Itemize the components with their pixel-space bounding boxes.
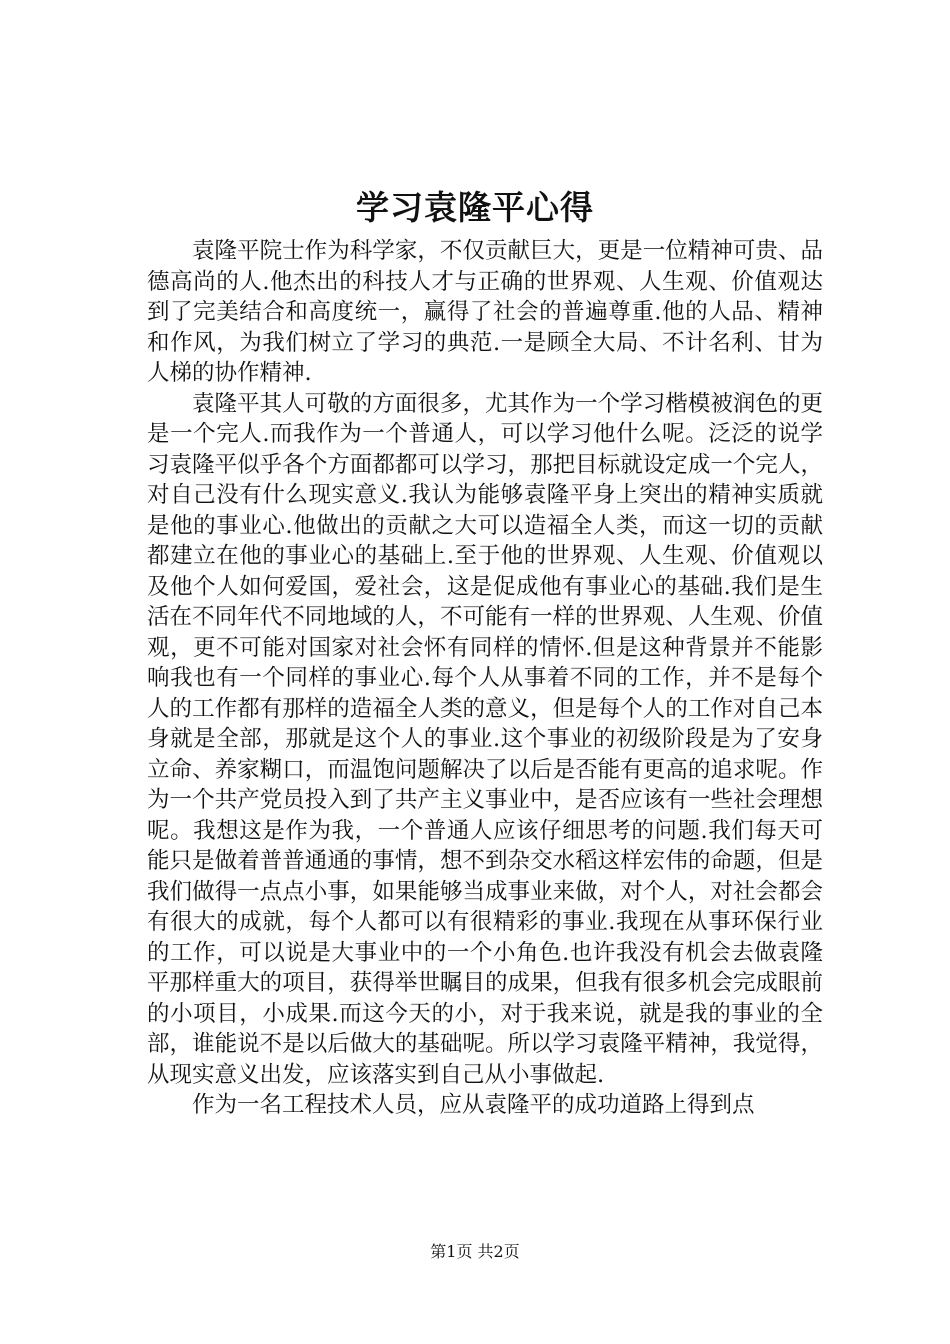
- page-number-footer: 第1页 共2页: [430, 1242, 520, 1261]
- paragraph-3: 作为一名工程技术人员，应从袁隆平的成功道路上得到点: [192, 1092, 755, 1118]
- paragraph-1: 袁隆平院士作为科学家，不仅贡献巨大，更是一位精神可贵、品德高尚的人.他杰出的科技人才与正确的世界观、人生观、价值观达到了完美结合和高度统一，赢得了社会的普遍尊重.他的人品、精神和作风，为我们树立了学习的典范.一是顾全大局、不计名利、甘为人梯的协作精神.: [147, 238, 823, 386]
- document-body: [147, 236, 823, 1121]
- document-title: 学习袁隆平心得: [356, 188, 594, 227]
- paragraph-2: 袁隆平其人可敬的方面很多，尤其作为一个学习楷模被润色的更是一个完人.而我作为一个普通人，可以学习他什么呢。泛泛的说学习袁隆平似乎各个方面都都可以学习，那把目标就设定成一个完人，对自己没有什么现实意义.我认为能够袁隆平身上突出的精神实质就是他的事业心.他做出的贡献之大可以造福全人类，而这一切的贡献都建立在他的事业心的基础上.至于他的世界观、人生观、价值观以及他个人如何爱国，爱社会，这是促成他有事业心的基础.我们是生活在不同年代不同地域的人，不可能有一样的世界观、人生观、价值观，更不可能对国家对社会怀有同样的情怀.但是这种背景并不能影响我也有一个同样的事业心.每个人从事着不同的工作，并不是每个人的工作都有那样的造福全人类的意义，但是每个人的工作对自己本身就是全部，那就是这个人的事业.这个事业的初级阶段是为了安身立命、养家糊口，而温饱问题解决了以后是否能有更高的追求呢。作为一个共产党员投入到了共产主义事业中，是否应该有一些社会理想呢。我想这是作为我，一个普通人应该仔细思考的问题.我们每天可能只是做着普普通通的事情，想不到杂交水稻这样宏伟的命题，但是我们做得一点点小事，如果能够当成事业来做，对个人，对社会都会有很大的成就，每个人都可以有很精彩的事业.我现在从事环保行业的工作，可以说是大事业中的一个小角色.也许我没有机会去做袁隆平那样重大的项目，获得举世瞩目的成果，但我有很多机会完成眼前的小项目，小成果.而这今天的小，对于我来说，就是我的事业的全部，谁能说不是以后做大的基础呢。所以学习袁隆平精神，我觉得，从现实意义出发，应该落实到自己从小事做起.: [147, 390, 823, 1088]
